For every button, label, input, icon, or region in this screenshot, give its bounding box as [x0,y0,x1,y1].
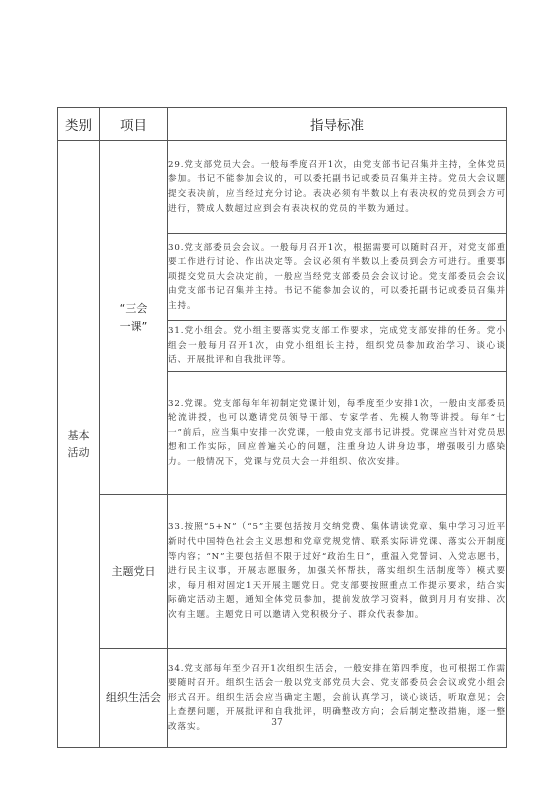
header-category: 类别 [58,108,100,141]
page-number: 37 [271,718,283,728]
standard-cell-31 [168,321,507,372]
standard-text: 33.按照“5+N”（“5”主要包括按月交纳党费、集体请读党章、集中学习习近平新时代中国特色社会主义思想和党章党规党情、联系实际讲党课、落实公开制度等内容；“N”主要包括但不限于过好“政治生日”，重温入党誓词、入党志愿书，进行民主议事，开展志愿服务，加强关怀帮扶，落实组织生活制度等）模式要求，每月相对固定1天开展主题党日。党支部要按照重点工作提示要求，结合实际确定活动主题，通知全体党员参加，提前发放学习资料，做到月月有安排、次次有主题。主题党日可以邀请入党积极分子、群众代表参加。 [168,522,506,620]
table-header-row [58,108,507,141]
standard-cell-32 [168,372,507,495]
standard-cell-33 [168,495,507,649]
item-label-line: “三会 [119,301,148,315]
standard-cell-29 [168,141,507,234]
item-cell-theme-party-day [100,495,168,649]
item-cell-organizational-life-meeting [100,649,168,748]
standard-text: 31.党小组会。党小组主要落实党支部工作要求，完成党支部安排的任务。党小组会一般每月召开1次，由党小组组长主持，组织党员参加政治学习、谈心谈话、开展批评和自我批评等。 [168,326,506,366]
table-row [58,649,507,748]
standard-text: 29.党支部党员大会。一般每季度召开1次，由党支部书记召集并主持，全体党员参加。书记不能参加会议的，可以委托副书记或委员召集并主持。党员大会议题提交表决前，应当经过充分讨论。表决必须有半数以上有表决权的党员到会方可进行，赞成人数超过应到会有表决权的党员的半数为通过。 [168,159,506,214]
standard-cell-34 [168,649,507,748]
category-cell-basic-activities [58,141,100,748]
table-row [58,495,507,649]
guidance-table [57,107,507,748]
category-label-line: 基本 [67,429,90,442]
category-label-line: 活动 [67,446,90,459]
standard-text: 30.党支部委员会会议。一般每月召开1次，根据需要可以随时召开，对党支部重要工作进行讨论、作出决定等。会议必须有半数以上委员到会方可进行。重要事项提交党员大会决定前，一般应当经党支部委员会会议讨论。党支部委员会会议由党支部书记召集并主持。书记不能参加会议的，可以委托副书记或委员召集并主持。 [168,242,506,311]
item-label: 组织生活会 [106,691,161,704]
table-row [58,141,507,234]
item-label: 主题党日 [111,564,156,578]
item-cell-three-meetings-one-lesson [100,141,168,495]
header-standard: 指导标准 [168,108,507,141]
standard-text: 34.党支部每年至少召开1次组织生活会，一般安排在第四季度，也可根据工作需要随时召开。组织生活会一般以党支部党员大会、党支部委员会会议或党小组会形式召开。组织生活会应当确定主题，会前认真学习，谈心谈话，听取意见；会上查摆问题，开展批评和自我批评，明确整改方向；会后制定整改措施，逐一整改落实。 [168,663,506,732]
standard-text: 32.党课。党支部每年年初制定党课计划，每季度至少安排1次，一般由支部委员轮流讲授，也可以邀请党员领导干部、专家学者、先模人物等讲授。每年“七一”前后，应当集中安排一次党课，一般由党支部书记讲授。党课应当针对党员思想和工作实际，回应普遍关心的问题，注重身边人讲身边事，增强吸引力感染力。一般情况下，党课与党员大会一并组织、依次安排。 [168,398,506,467]
standard-cell-30 [168,234,507,321]
item-label-line: 一课” [119,319,148,333]
header-item: 项目 [100,108,168,141]
